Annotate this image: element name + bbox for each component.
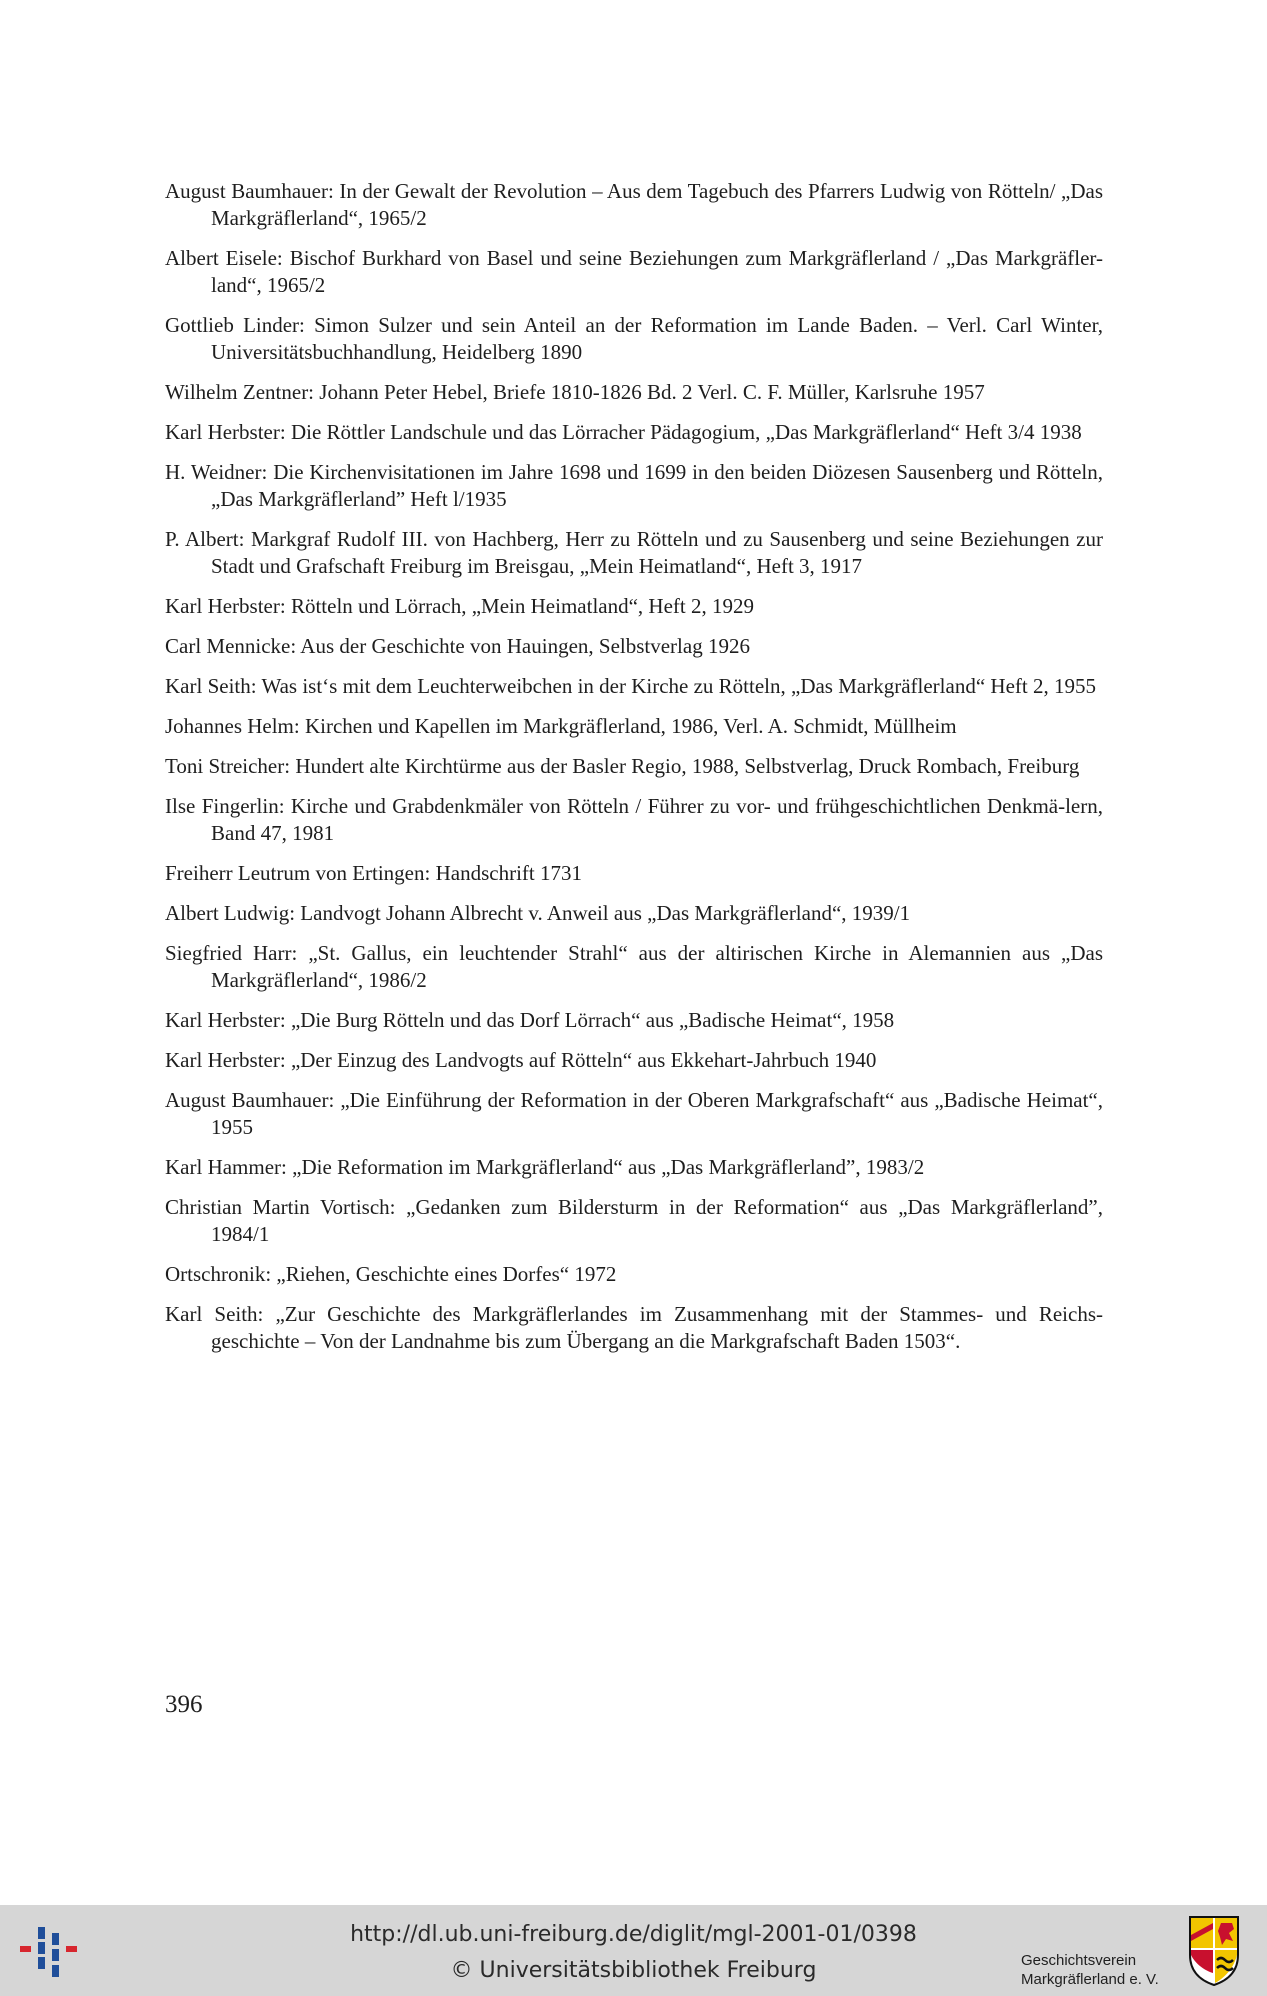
reference-item: Karl Herbster: Die Röttler Landschule und das Lörracher Pädagogium, „Das Markgräflerland“ Heft 3/4 1938	[165, 420, 1082, 444]
reference-item: Gottlieb Linder: Simon Sulzer und sein Anteil an der Reformation im Lande Baden. – Verl. Carl Winter, Universitätsbuchhandlung, Heidelberg 1890	[165, 313, 1103, 364]
reference-item: Johannes Helm: Kirchen und Kapellen im Markgräflerland, 1986, Verl. A. Schmidt, Müllheim	[165, 714, 957, 738]
copyright-text: © Universitätsbibliothek Freiburg	[450, 1958, 817, 1983]
reference-item: Carl Mennicke: Aus der Geschichte von Hauingen, Selbstverlag 1926	[165, 634, 750, 658]
reference-item: Albert Eisele: Bischof Burkhard von Basel und seine Beziehungen zum Markgräflerland / „Das Markgräfler-land“, 1965/2	[165, 246, 1103, 297]
reference-item: Wilhelm Zentner: Johann Peter Hebel, Briefe 1810-1826 Bd. 2 Verl. C. F. Müller, Karlsruhe 1957	[165, 380, 985, 404]
footer-bar	[0, 1905, 1267, 1996]
society-name-line2: Markgräflerland e. V.	[1021, 1971, 1159, 1988]
coat-of-arms-icon	[1188, 1915, 1240, 1987]
reference-item: Karl Herbster: Rötteln und Lörrach, „Mein Heimatland“, Heft 2, 1929	[165, 594, 754, 618]
reference-item: Albert Ludwig: Landvogt Johann Albrecht v. Anweil aus „Das Markgräflerland“, 1939/1	[165, 901, 911, 925]
reference-item: Ilse Fingerlin: Kirche und Grabdenkmäler von Rötteln / Führer zu vor- und frühgeschichtlichen Denkmä-lern, Band 47, 1981	[165, 794, 1103, 845]
reference-item: H. Weidner: Die Kirchenvisitationen im Jahre 1698 und 1699 in den beiden Diözesen Sausenberg und Rötteln, „Das Markgräflerland” Heft l/1935	[165, 460, 1103, 511]
reference-item: Karl Seith: „Zur Geschichte des Markgräflerlandes im Zusammenhang mit der Stammes- und Reichs-geschichte – Von der Landnahme bis zum Übergang an die Markgrafschaft Baden 1503“.	[165, 1302, 1103, 1353]
reference-item: August Baumhauer: „Die Einführung der Reformation in der Oberen Markgrafschaft“ aus „Badische Heimat“, 1955	[165, 1088, 1103, 1139]
page-number: 396	[165, 1691, 203, 1718]
reference-item: Ortschronik: „Riehen, Geschichte eines Dorfes“ 1972	[165, 1262, 617, 1286]
reference-item: P. Albert: Markgraf Rudolf III. von Hachberg, Herr zu Rötteln und zu Sausenberg und seine Beziehungen zur Stadt und Grafschaft Freiburg im Breisgau, „Mein Heimatland“, Heft 3, 1917	[165, 527, 1103, 578]
reference-item: August Baumhauer: In der Gewalt der Revolution – Aus dem Tagebuch des Pfarrers Ludwig von Rötteln/ „Das Markgräflerland“, 1965/2	[165, 179, 1103, 230]
society-name-line1: Geschichtsverein	[1021, 1952, 1137, 1969]
reference-item: Karl Herbster: „Der Einzug des Landvogts auf Rötteln“ aus Ekkehart-Jahrbuch 1940	[165, 1048, 877, 1072]
reference-item: Siegfried Harr: „St. Gallus, ein leuchtender Strahl“ aus der altirischen Kirche in Alemannien aus „Das Markgräflerland“, 1986/2	[165, 941, 1103, 992]
reference-item: Karl Herbster: „Die Burg Rötteln und das Dorf Lörrach“ aus „Badische Heimat“, 1958	[165, 1008, 895, 1032]
reference-list	[165, 178, 1103, 1368]
reference-item: Karl Hammer: „Die Reformation im Markgräflerland“ aus „Das Markgräflerland”, 1983/2	[165, 1155, 925, 1179]
reference-item: Christian Martin Vortisch: „Gedanken zum Bildersturm in der Reformation“ aus „Das Markgräflerland”, 1984/1	[165, 1195, 1103, 1246]
source-url-link[interactable]: http://dl.ub.uni-freiburg.de/diglit/mgl-2001-01/0398	[350, 1922, 917, 1947]
reference-item: Karl Seith: Was ist‘s mit dem Leuchterweibchen in der Kirche zu Rötteln, „Das Markgräflerland“ Heft 2, 1955	[165, 674, 1096, 698]
reference-item: Freiherr Leutrum von Ertingen: Handschrift 1731	[165, 861, 582, 885]
reference-item: Toni Streicher: Hundert alte Kirchtürme aus der Basler Regio, 1988, Selbstverlag, Druck Rombach, Freiburg	[165, 754, 1080, 778]
society-name	[1021, 1951, 1159, 1989]
